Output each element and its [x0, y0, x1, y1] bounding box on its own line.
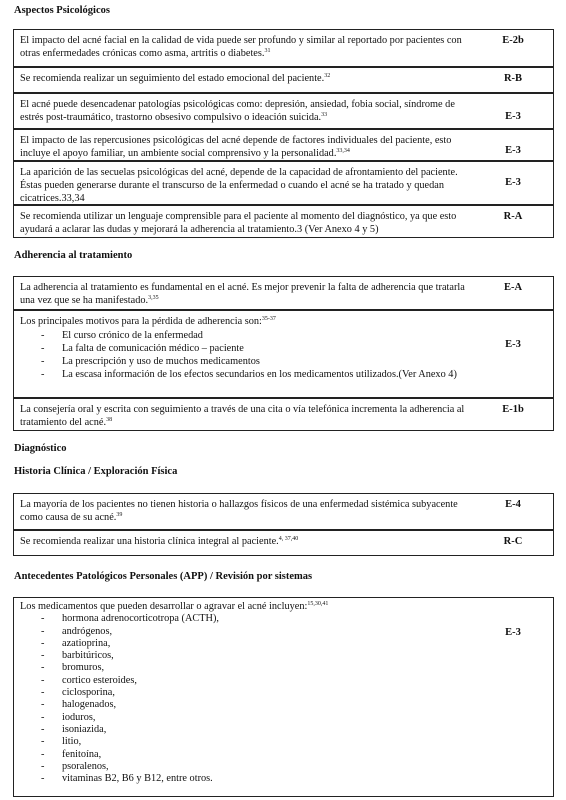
list-item: - psoralenos,	[20, 761, 474, 773]
section-heading-diagnostico: Diagnóstico	[14, 443, 67, 454]
bullet-list	[20, 613, 474, 785]
evidence-level: E-2b	[502, 35, 524, 46]
evidence-level: E-A	[503, 282, 523, 293]
evidence-level: E-4	[505, 499, 521, 510]
section-heading-aspectos-psicologicos: Aspectos Psicológicos	[14, 5, 110, 16]
evidence-row	[13, 29, 554, 67]
list-item: - bromuros,	[20, 662, 474, 674]
section-heading-app: Antecedentes Patológicos Personales (APP) / Revisión por sistemas	[14, 571, 313, 582]
section-heading-adherencia: Adherencia al tratamiento	[14, 250, 133, 261]
evidence-level: E-3	[505, 145, 521, 156]
evidence-row	[13, 161, 554, 205]
list-item: - El curso crónico de la enfermedad	[20, 329, 474, 342]
list-item: - hormona adrenocorticotropa (ACTH),	[20, 613, 474, 625]
list-item: - andrógenos,	[20, 626, 474, 638]
row-text: Se recomienda realizar una historia clínica integral al paciente.	[20, 536, 279, 547]
row-reference: 35-37	[261, 316, 276, 322]
row-text: La mayoría de los pacientes no tienen historia o hallazgos físicos de una enfermedad sistémica subyacente como causa de su acné.	[20, 499, 458, 523]
row-reference: 33,34	[336, 148, 350, 154]
evidence-level: R-B	[503, 73, 523, 84]
row-reference: 3,35	[148, 295, 159, 301]
evidence-level: R-A	[503, 211, 523, 222]
evidence-row	[13, 93, 554, 129]
list-item: - La prescripción y uso de muchos medicamentos	[20, 355, 474, 368]
list-item: - ioduros,	[20, 712, 474, 724]
evidence-row	[13, 530, 554, 556]
evidence-row	[13, 398, 554, 431]
list-item: - barbitúricos,	[20, 650, 474, 662]
list-item: - ciclosporina,	[20, 687, 474, 699]
row-reference: 39	[116, 512, 123, 518]
row-reference: 4, 37,40	[278, 536, 299, 542]
row-text: Se recomienda utilizar un lenguaje comprensible para el paciente al momento del diagnóstico, ya que esto ayudará a aclarar las dudas y mejorará la adherencia al tratamiento.3 (Ver Anexo 4 y 5)	[20, 211, 457, 235]
evidence-level: E-3	[505, 627, 521, 638]
evidence-row	[13, 597, 554, 797]
row-reference: 38	[106, 417, 113, 423]
row-text: La consejería oral y escrita con seguimiento a través de una cita o vía telefónica incrementa la adherencia al tratamiento del acné.	[20, 404, 465, 428]
list-item: - azatioprina,	[20, 638, 474, 650]
row-reference: 31	[264, 48, 271, 54]
section-heading-historia-clinica: Historia Clínica / Exploración Física	[14, 466, 178, 477]
row-reference: 32	[324, 73, 331, 79]
bullet-list	[20, 329, 474, 381]
list-item: - La escasa información de los efectos secundarios en los medicamentos utilizados.(Ver Anexo 4)	[20, 368, 474, 381]
list-item: - vitaminas B2, B6 y B12, entre otros.	[20, 773, 474, 785]
evidence-row	[13, 129, 554, 161]
evidence-level: E-3	[505, 111, 521, 122]
row-text: El impacto de las repercusiones psicológicas del acné depende de factores individuales del paciente, esto incluye el apoyo familiar, un ambiente social comprensivo y la personalidad.	[20, 135, 452, 159]
evidence-level: E-1b	[502, 404, 524, 415]
row-text: La adherencia al tratamiento es fundamental en el acné. Es mejor prevenir la falta de adherencia que tratarla una vez que se ha manifestado.	[20, 282, 465, 306]
evidence-level: E-3	[505, 177, 521, 188]
list-item: - isoniazida,	[20, 724, 474, 736]
row-reference: 15,30,41	[307, 601, 329, 607]
list-item: - cortico esteroides,	[20, 675, 474, 687]
row-text: El impacto del acné facial en la calidad de vida puede ser profundo y similar al reportado por pacientes con otras enfermedades crónicas como asma, artritis o diabetes.	[20, 35, 462, 59]
evidence-level: R-C	[503, 536, 523, 547]
list-item: - La falta de comunicación médico – paciente	[20, 342, 474, 355]
list-item: - fenitoína,	[20, 749, 474, 761]
row-text: Los medicamentos que pueden desarrollar o agravar el acné incluyen:	[20, 601, 308, 612]
row-text: El acné puede desencadenar patologías psicológicas como: depresión, ansiedad, fobia social, síndrome de estrés post-traumático, trastorno obsesivo compulsivo o ideación suicida.	[20, 99, 455, 123]
list-item: - litio,	[20, 736, 474, 748]
evidence-row	[13, 276, 554, 310]
row-reference: 33	[321, 112, 328, 118]
evidence-level: E-3	[505, 339, 521, 350]
list-item: - halogenados,	[20, 699, 474, 711]
row-text: Los principales motivos para la pérdida de adherencia son:	[20, 316, 262, 327]
evidence-row	[13, 205, 554, 238]
evidence-row	[13, 493, 554, 530]
evidence-row	[13, 67, 554, 93]
evidence-row	[13, 310, 554, 398]
row-text: Se recomienda realizar un seguimiento del estado emocional del paciente.	[20, 73, 325, 84]
row-text: La aparición de las secuelas psicológicas del acné, depende de la capacidad de afrontamiento del paciente. Éstas pueden generarse durante el transcurso de la enfermedad o cuando el acné se ha tratado y quedan cicatrices.33,34	[20, 167, 458, 204]
